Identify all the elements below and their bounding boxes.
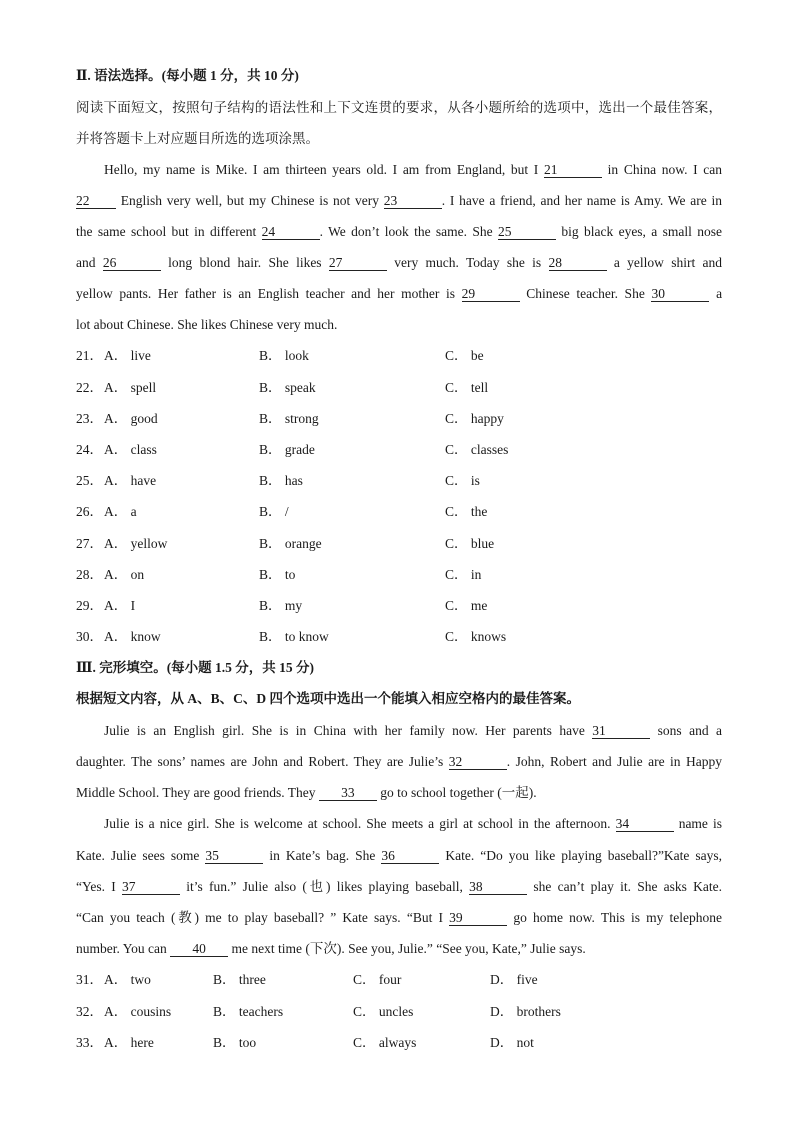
- blank-31: 31: [592, 724, 650, 739]
- option-c: C． is: [445, 473, 480, 488]
- option-c: C． blue: [445, 536, 495, 551]
- option-a: A． here: [104, 1035, 154, 1050]
- section-3-instruction: 根据短文内容，从 A、B、C、D 四个选项中选出一个能填入相应空格内的最佳答案。: [76, 691, 581, 706]
- passage-3-line-8: number. You can 40 me next time (下次). See you, Julie.” “See you, Kate,” Julie says.: [76, 941, 586, 956]
- blank-28: 28: [549, 256, 607, 271]
- option-b: B． to know: [259, 629, 329, 644]
- option-c: C． knows: [445, 629, 507, 644]
- option-a: A． yellow: [104, 536, 168, 551]
- blank-39: 39: [449, 911, 507, 926]
- option-b: B． speak: [259, 380, 316, 395]
- option-a: A． on: [104, 567, 145, 582]
- passage-2-line-2: 22 English very well, but my Chinese is not very 23 . I have a friend, and her name is Amy. We are in: [76, 193, 722, 208]
- option-c: C． be: [445, 348, 484, 363]
- passage-2-line-3: the same school but in different 24 . We don’t look the same. She 25 big black eyes, a small nose: [76, 224, 722, 239]
- question-24: 24． A． class B． grade C． classes: [76, 442, 509, 457]
- option-c: C． classes: [445, 442, 509, 457]
- section-2-instruction-line-2: 并将答题卡上对应题目所选的选项涂黑。: [76, 131, 319, 146]
- blank-37: 37: [122, 880, 180, 895]
- blank-36: 36: [381, 849, 439, 864]
- option-b: B． teachers: [213, 1004, 284, 1019]
- blank-35: 35: [205, 849, 263, 864]
- option-c: C． happy: [445, 411, 504, 426]
- blank-27: 27: [329, 256, 387, 271]
- blank-23: 23: [384, 194, 442, 209]
- passage-3-line-6: “Yes. I 37 it’s fun.” Julie also (也) likes playing baseball, 38 she can’t play it. She asks Kate.: [76, 879, 723, 894]
- option-a: A． a: [104, 504, 137, 519]
- option-b: B． to: [259, 567, 296, 582]
- option-b: B． look: [259, 348, 309, 363]
- blank-26: 26: [103, 256, 161, 271]
- option-a: A． have: [104, 473, 157, 488]
- option-b: B． orange: [259, 536, 322, 551]
- question-30: 30． A． know B． to know C． knows: [76, 629, 507, 644]
- passage-3-line-2: daughter. The sons’ names are John and Robert. They are Julie’s 32 . John, Robert and Julie are in Happy: [76, 754, 722, 769]
- option-a: A． two: [104, 972, 151, 987]
- option-b: B． has: [259, 473, 303, 488]
- section-2-heading: Ⅱ. 语法选择。(每小题 1 分，共 10 分): [76, 68, 299, 83]
- passage-2-line-5: yellow pants. Her father is an English teacher and her mother is 29 Chinese teacher. She 30 a: [76, 286, 723, 301]
- option-c: C． me: [445, 598, 488, 613]
- blank-32: 32: [449, 755, 507, 770]
- option-c: C． in: [445, 567, 482, 582]
- option-b: B． three: [213, 972, 266, 987]
- blank-22: 22: [76, 194, 116, 209]
- question-29: 29． A． I B． my C． me: [76, 598, 488, 613]
- option-c: C． four: [353, 972, 402, 987]
- section-2-instruction-line-1: 阅读下面短文，按照句子结构的语法性和上下文连贯的要求，从各小题所给的选项中，选出一个最佳答案，: [76, 100, 722, 115]
- blank-38: 38: [469, 880, 527, 895]
- question-32: 32． A． cousins B． teachers C． uncles D． brothers: [76, 1004, 561, 1019]
- question-33: 33． A． here B． too C． always D． not: [76, 1035, 534, 1050]
- blank-40: 40: [170, 942, 228, 957]
- option-b: B． my: [259, 598, 303, 613]
- option-b: B． too: [213, 1035, 257, 1050]
- question-22: 22． A． spell B． speak C． tell: [76, 380, 489, 395]
- option-d: D． brothers: [490, 1004, 561, 1019]
- option-a: A． live: [104, 348, 151, 363]
- option-a: A． good: [104, 411, 158, 426]
- option-b: B． /: [259, 504, 289, 519]
- blank-21: 21: [544, 163, 602, 178]
- blank-25: 25: [498, 225, 556, 240]
- option-d: D． not: [490, 1035, 534, 1050]
- option-a: A． spell: [104, 380, 157, 395]
- question-26: 26． A． a B． / C． the: [76, 504, 488, 519]
- question-21: 21． A． live B． look C． be: [76, 348, 484, 363]
- option-b: B． grade: [259, 442, 315, 457]
- option-d: D． five: [490, 972, 538, 987]
- blank-33: 33: [319, 786, 377, 801]
- question-28: 28． A． on B． to C． in: [76, 567, 482, 582]
- blank-24: 24: [262, 225, 320, 240]
- option-a: A． class: [104, 442, 157, 457]
- passage-2-line-6: lot about Chinese. She likes Chinese very much.: [76, 317, 338, 332]
- passage-2-line-1: Hello, my name is Mike. I am thirteen years old. I am from England, but I 21 in China now. I can: [104, 162, 723, 177]
- option-c: C． tell: [445, 380, 489, 395]
- option-a: A． cousins: [104, 1004, 172, 1019]
- passage-3-line-4: Julie is a nice girl. She is welcome at school. She meets a girl at school in the afternoon. 34 name is: [104, 816, 723, 831]
- option-c: C． uncles: [353, 1004, 414, 1019]
- option-b: B． strong: [259, 411, 319, 426]
- question-23: 23． A． good B． strong C． happy: [76, 411, 504, 426]
- option-a: A． know: [104, 629, 161, 644]
- blank-30: 30: [651, 287, 709, 302]
- passage-3-line-3: Middle School. They are good friends. They 33 go to school together (一起).: [76, 785, 537, 800]
- question-27: 27． A． yellow B． orange C． blue: [76, 536, 495, 551]
- section-3-heading: Ⅲ. 完形填空。(每小题 1.5 分，共 15 分): [76, 660, 315, 675]
- passage-3-line-7: “Can you teach (教) me to play baseball? ” Kate says. “But I 39 go home now. This is my telephone: [76, 910, 723, 925]
- option-a: A． I: [104, 598, 136, 613]
- blank-34: 34: [616, 817, 674, 832]
- passage-3-line-5: Kate. Julie sees some 35 in Kate’s bag. She 36 Kate. “Do you like playing baseball?”Kate says,: [76, 848, 723, 863]
- passage-3-line-1: Julie is an English girl. She is in China with her family now. Her parents have 31 sons and a: [104, 723, 722, 738]
- question-31: 31． A． two B． three C． four D． five: [76, 972, 538, 987]
- option-c: C． the: [445, 504, 488, 519]
- blank-29: 29: [462, 287, 520, 302]
- passage-2-line-4: and 26 long blond hair. She likes 27 very much. Today she is 28 a yellow shirt and: [76, 255, 723, 270]
- option-c: C． always: [353, 1035, 417, 1050]
- question-25: 25． A． have B． has C． is: [76, 473, 480, 488]
